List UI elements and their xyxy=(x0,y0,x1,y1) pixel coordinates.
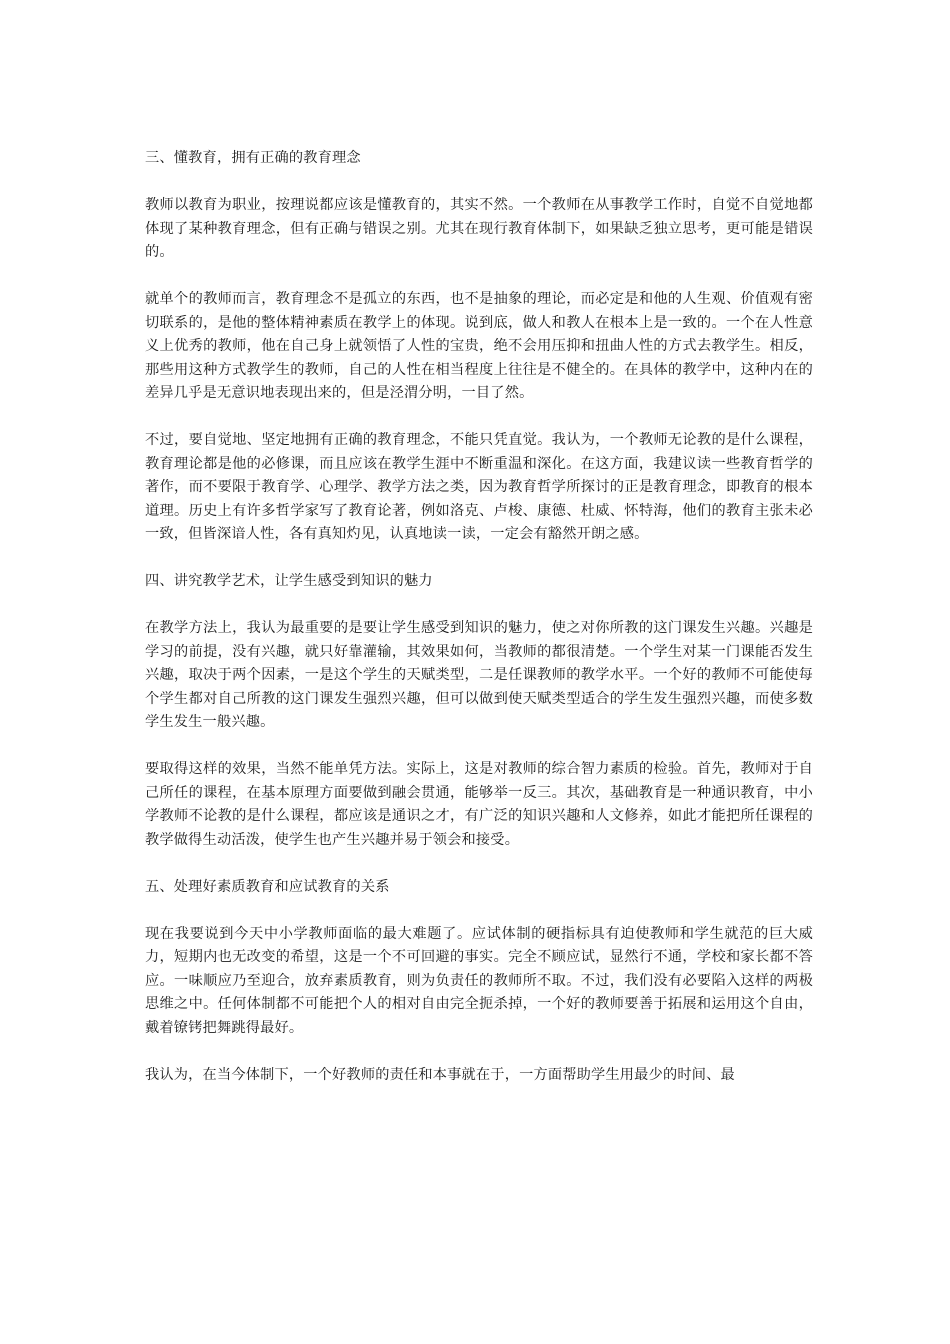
document-page xyxy=(145,147,813,1111)
paragraph: 在教学方法上，我认为最重要的是要让学生感受到知识的魅力，使之对你所教的这门课发生兴趣。兴趣是学习的前提，没有兴趣，就只好靠灌输，其效果如何，当教师的都很清楚。一个学生对某一门课能否发生兴趣，取决于两个因素，一是这个学生的天赋类型，二是任课教师的教学水平。一个好的教师不可能使每个学生都对自己所教的这门课发生强烈兴趣，但可以做到使天赋类型适合的学生发生强烈兴趣，而使多数学生发生一般兴趣。 xyxy=(145,620,813,730)
paragraph: 教师以教育为职业，按理说都应该是懂教育的，其实不然。一个教师在从事教学工作时，自觉不自觉地都体现了某种教育理念，但有正确与错误之别。尤其在现行教育体制下，如果缺乏独立思考，更可能是错误的。 xyxy=(145,197,813,260)
section-heading: 五、处理好素质教育和应试教育的关系 xyxy=(145,878,390,895)
section-heading: 四、讲究教学艺术，让学生感受到知识的魅力 xyxy=(145,573,433,589)
section-5 xyxy=(145,876,813,1088)
paragraph: 我认为，在当今体制下，一个好教师的责任和本事就在于，一方面帮助学生用最少的时间、最 xyxy=(145,1066,735,1083)
paragraph: 就单个的教师而言，教育理念不是孤立的东西，也不是抽象的理论，而必定是和他的人生观、价值观有密切联系的，是他的整体精神素质在教学上的体现。说到底，做人和教人在根本上是一致的。一个在人性意义上优秀的教师，他在自己身上就领悟了人性的宝贵，绝不会用压抑和扭曲人性的方式去教学生。相反，那些用这种方式教学生的教师，自己的人性在相当程度上往往是不健全的。在具体的教学中，这种内在的差异几乎是无意识地表现出来的，但是泾渭分明，一目了然。 xyxy=(145,291,813,401)
paragraph: 现在我要说到今天中小学教师面临的最大难题了。应试体制的硬指标具有迫使教师和学生就范的巨大威力，短期内也无改变的希望，这是一个不可回避的事实。完全不顾应试，显然行不通，学校和家长都不答应。一味顺应乃至迎合，放弃素质教育，则为负责任的教师所不取。不过，我们没有必要陷入这样的两极思维之中。任何体制都不可能把个人的相对自由完全扼杀掉，一个好的教师要善于拓展和运用这个自由，戴着镣铐把舞跳得最好。 xyxy=(145,925,813,1036)
paragraph: 不过，要自觉地、坚定地拥有正确的教育理念，不能只凭直觉。我认为，一个教师无论教的是什么课程，教育理论都是他的必修课，而且应该在教学生涯中不断重温和深化。在这方面，我建议读一些教育哲学的著作，而不要限于教育学、心理学、教学方法之类，因为教育哲学所探讨的正是教育理念，即教育的根本道理。历史上有许多哲学家写了教育论著，例如洛克、卢梭、康德、杜威、怀特海，他们的教育主张未必一致，但皆深谙人性，各有真知灼见，认真地读一读，一定会有豁然开朗之感。 xyxy=(145,432,813,542)
section-4 xyxy=(145,570,813,852)
paragraph: 要取得这样的效果，当然不能单凭方法。实际上，这是对教师的综合智力素质的检验。首先，教师对于自己所任的课程，在基本原理方面要做到融会贯通，能够举一反三。其次，基础教育是一种通识教育，中小学教师不论教的是什么课程，都应该是通识之才，有广泛的知识兴趣和人文修养，如此才能把所任课程的教学做得生动活泼，使学生也产生兴趣并易于领会和接受。 xyxy=(145,761,813,848)
section-3 xyxy=(145,147,813,547)
section-heading: 三、懂教育，拥有正确的教育理念 xyxy=(145,150,361,166)
